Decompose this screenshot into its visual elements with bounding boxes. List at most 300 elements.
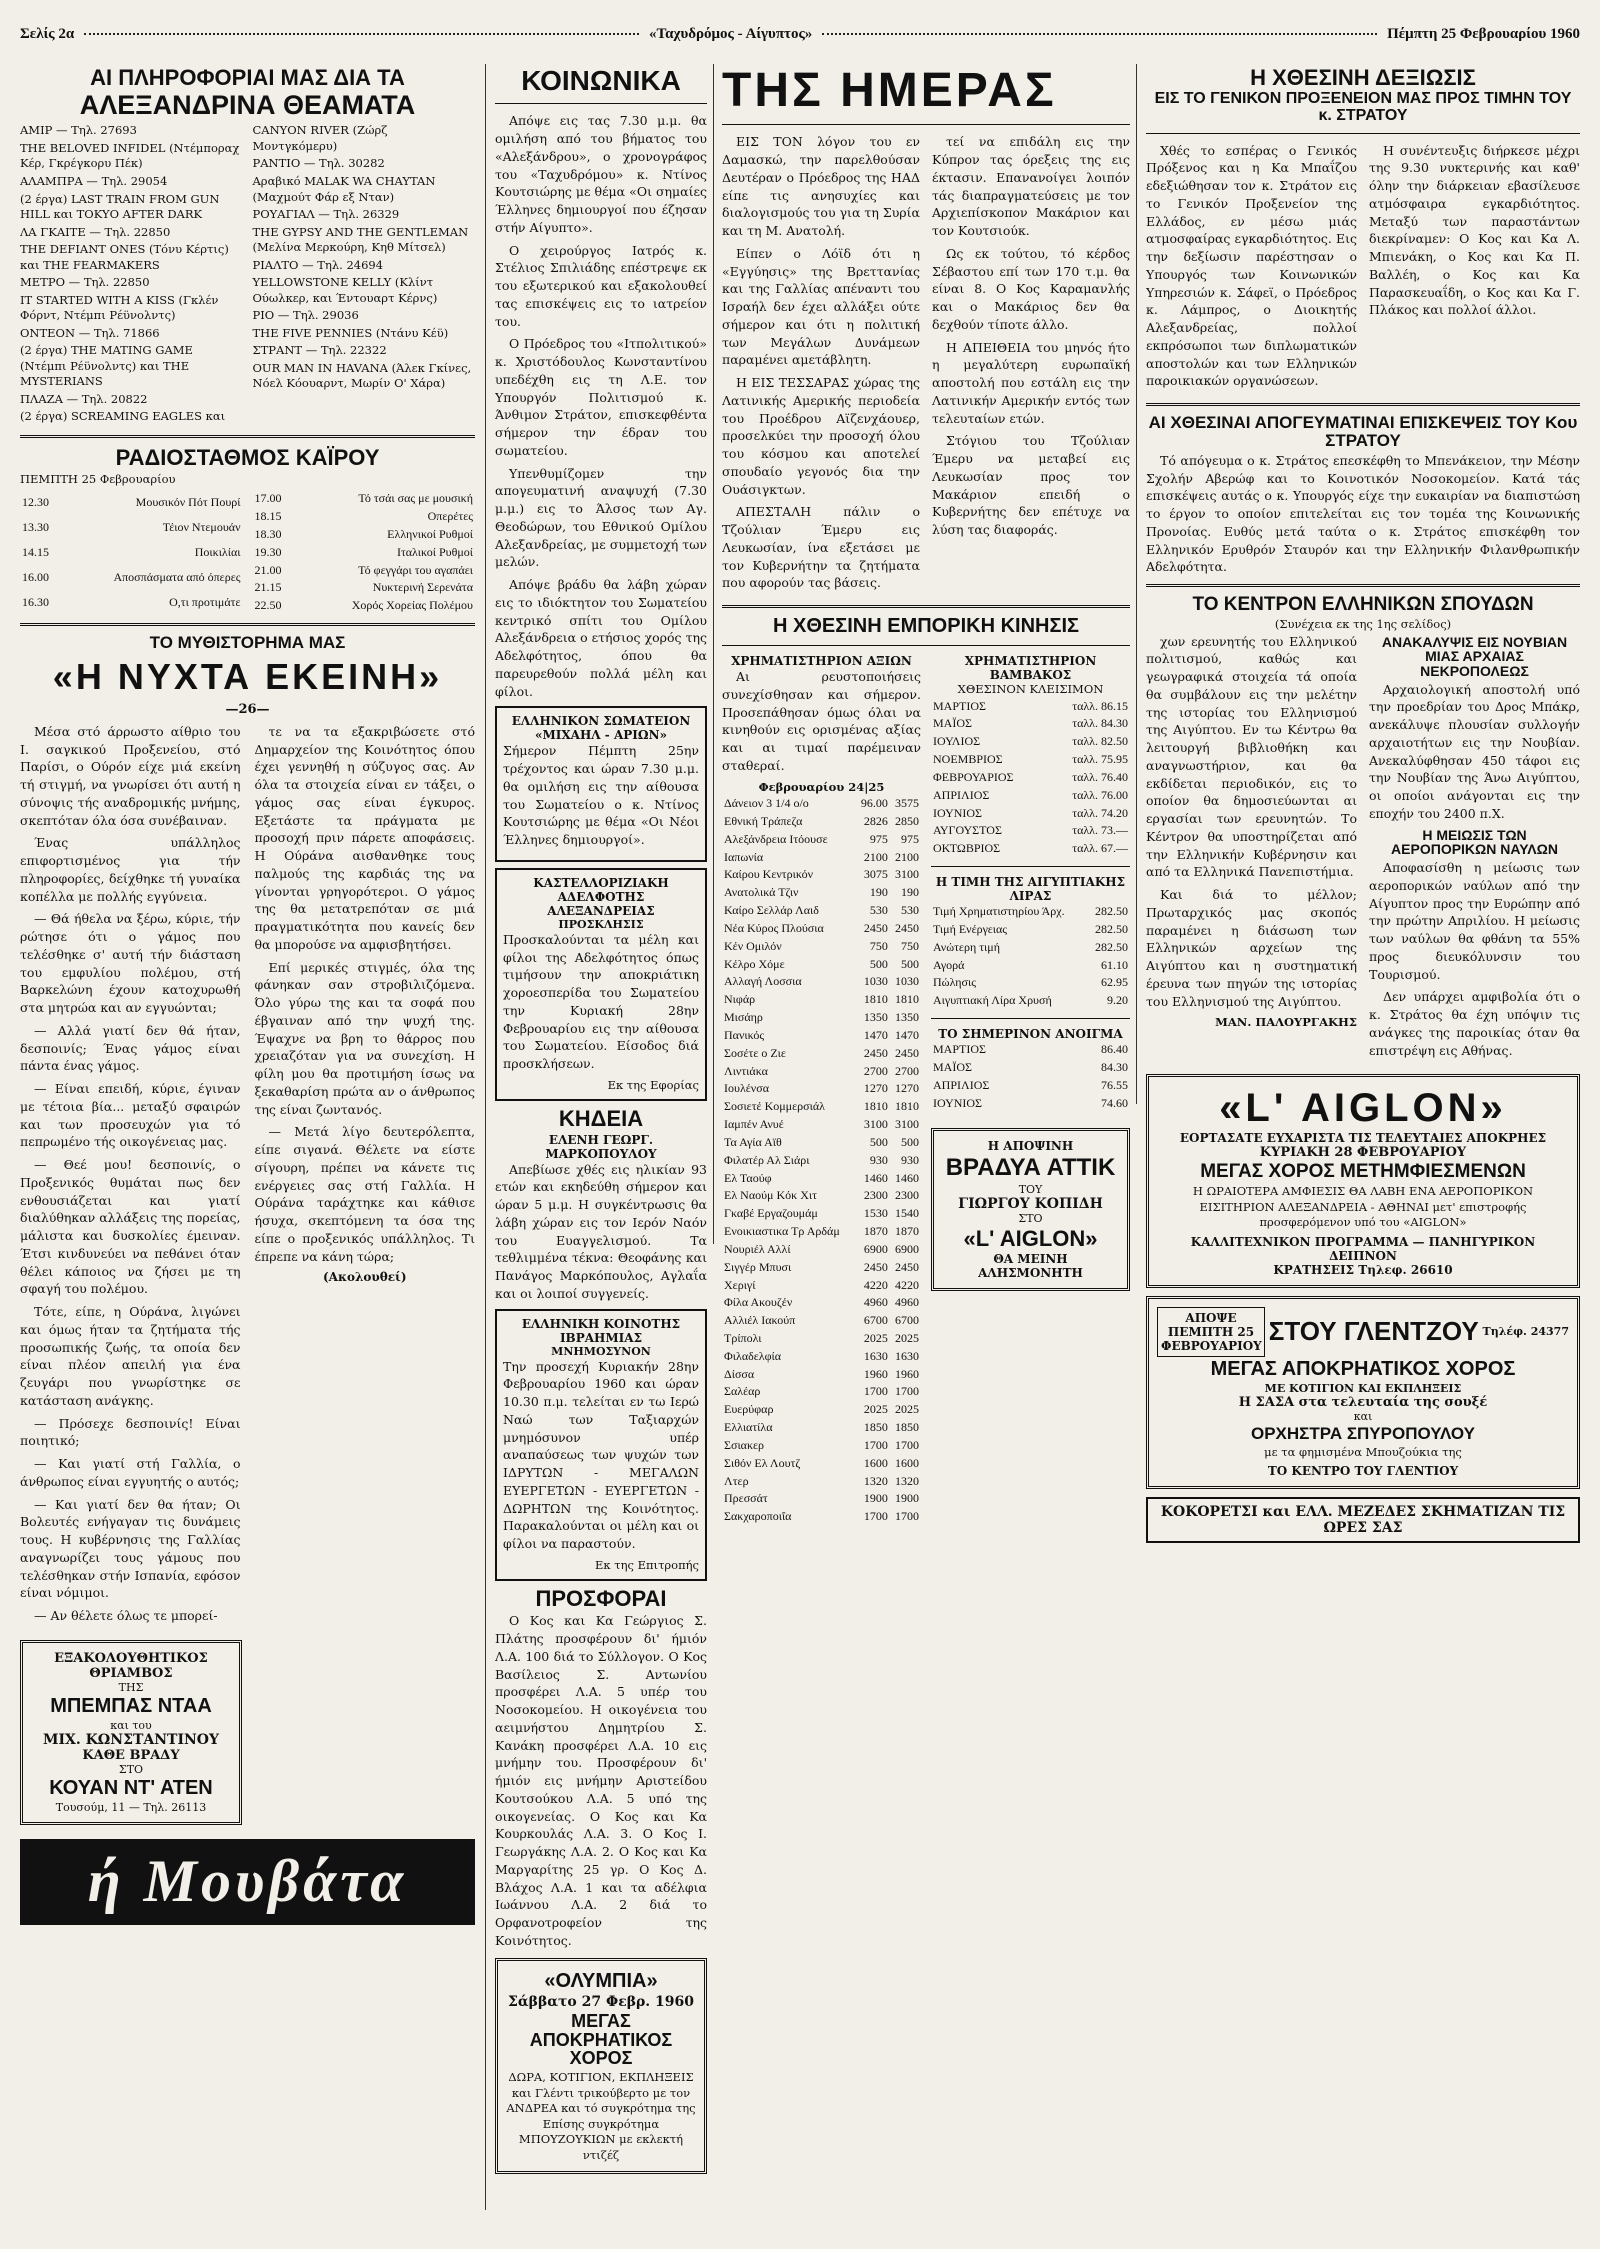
pound-row-cell: 62.95: [1101, 975, 1128, 990]
stock-row: [722, 1259, 921, 1277]
stock-row-cell: 1030: [863, 974, 888, 989]
triumph-line: ΚΑΘΕ ΒΡΑΔΥ: [82, 1747, 180, 1763]
center-text: χων ερευνητής του Ελληνικού πολιτισμού, καθώς και γεωγραφικά στοιχεία τά οποία θα συμβάλουν εις την μελέτην της ιστορίας του Ελληνισμού της Αιγύπτου. Εν τω Κέντρω θα λειτουργή βιβλιοθήκη και αναγνωστήριον, και θα εκδίδεται περιοδικόν, εις το οποίον θα δημοσιεύωνται αι εργασίαι των ερευνητών. Το Κέντρον θα υποστηρίζεται από την Ελληνικήν Κυβέρνησιν και από τα Ελληνικά Πανεπιστήμια.: [1146, 633, 1357, 880]
radio-slot-cell: Ιταλικοί Ρυθμοί: [396, 544, 473, 559]
radio-slot: [20, 490, 243, 515]
stock-row: [722, 1312, 921, 1330]
stock-row-cell: 2300: [863, 1188, 888, 1203]
open-row: [931, 1077, 1130, 1095]
stock-row-cell: Γκαβέ Εργαζουμάμ: [724, 1206, 818, 1221]
stock-row-cell: Ελ Ταούφ: [724, 1170, 772, 1185]
stock-row: [722, 1383, 921, 1401]
funeral-name: ΕΛΕΝΗ ΓΕΩΡΓ. ΜΑΡΚΟΠΟΥΛΟΥ: [545, 1132, 657, 1161]
open-row-cell: 74.60: [1101, 1095, 1128, 1110]
stock-row-cell: Νιφάρ: [724, 992, 756, 1007]
aiglon-logo: «L' AIGLON»: [1219, 1086, 1507, 1131]
novel-paragraph: — Είναι επειδή, κύριε, έγιναν με τέτοια βία... μεταξύ σφαιρών και των προσευχών για τό πεπρωμένο τής οικογένειας μας.: [20, 1081, 241, 1150]
divider: [1146, 133, 1580, 134]
header-divider: [84, 33, 639, 35]
visits-title: ΑΙ ΧΘΕΣΙΝΑΙ ΑΠΟΓΕΥΜΑΤΙΝΑΙ ΕΠΙΣΚΕΨΕΙΣ ΤΟΥ Κου ΣΤΡΑΤΟΥ: [1148, 413, 1578, 451]
glentzou-and: και: [1353, 1409, 1373, 1423]
stock-row: [722, 1009, 921, 1027]
divider: [1146, 403, 1580, 406]
cinema-listing: (2 έργα) SCREAMING EAGLES και: [20, 409, 226, 424]
stock-row-cell: 1810: [895, 1099, 919, 1114]
radio-schedule: [20, 490, 475, 615]
cinema-listing: ΛΑ ΓΚΑΙΤΕ — Τηλ. 22850: [20, 224, 171, 239]
divider: [931, 1018, 1130, 1019]
cotton-row-cell: ταλλ. 67.—: [1072, 841, 1128, 856]
page-header: [20, 20, 1580, 48]
stock-row-cell: Φίλα Ακουζέν: [724, 1295, 793, 1310]
stock-row: [722, 1205, 921, 1223]
stock-row-cell: 750: [869, 938, 888, 953]
glentzou-orchestra: ΟΡΧΗΣΤΡΑ ΣΠΥΡΟΠΟΥΛΟΥ: [1250, 1423, 1475, 1443]
cotton-table: [931, 698, 1130, 858]
attik-line: ΣΤΟ: [1018, 1211, 1043, 1225]
offers-title: ΠΡΟΣΦΟΡΑΙ: [535, 1586, 667, 1612]
cinema-listing: THE DEFIANT ONES (Τόνυ Κέρτις) και THE FEARMAKERS: [20, 242, 229, 272]
triumph-line: ΕΞΑΚΟΛΟΥΘΗΤΙΚΟΣ ΘΡΙΑΜΒΟΣ: [54, 1650, 208, 1681]
olympia-title: «ΟΛΥΜΠΙΑ»: [544, 1969, 658, 1992]
cotton-row-cell: ΜΑΡΤΙΟΣ: [933, 698, 986, 713]
stock-row-cell: 1700: [895, 1437, 919, 1452]
cinema-listing: ΡΑΝΤΙΟ — Τηλ. 30282: [252, 156, 385, 171]
reception-text: Η συνέντευξις διήρκεσε μέχρι της 9.30 νυκτερινής και καθ' όλην την διάρκειαν εβασίλευσε ατμόσφαιρα εγκαρδιότητος. Μεταξύ των παραστάντων διεκρίναμεν: Ο Κος και Κα Λ. Μπιενάκη, ο Κος και Κα Π. Βαλλέη, ο Κος και Κα Παρασκευαΐδη, ο Κος και Κα Γ. Πλάκος και πολλοί άλλοι.: [1369, 142, 1580, 318]
info-title: ΑΙ ΠΛΗΡΟΦΟΡΙΑΙ ΜΑΣ ΔΙΑ ΤΑ: [90, 65, 405, 90]
today-paragraph: Στόγιου του Τζούλιαν Έμερυ να μεταβεί εις Λευκωσίαν προς τον Μακάριον επειδή ο Κυβερνήτης δεν επέτυχε να λύση τας διαφοράς.: [932, 433, 1130, 538]
stock-row-cell: 750: [901, 938, 919, 953]
cotton-row-cell: ΙΟΥΛΙΟΣ: [933, 734, 981, 749]
olympia-date: Σάββατο 27 Φεβρ. 1960: [507, 1993, 695, 2010]
pound-row: [931, 957, 1130, 975]
stock-row-cell: 1810: [863, 1099, 888, 1114]
social-item: Υπενθυμίζομεν την απογευματινή αναψυχή (7.30 μ.μ.) εις το Άλσος των Αγ. Θεοδώρων, του Εθνικού Ομίλου Αλεξανδρείας, με συμμετοχή των μελών.: [495, 465, 707, 570]
center-sign: ΜΑΝ. ΠΑΛΟΥΡΓΑΚΗΣ: [1215, 1015, 1357, 1030]
stock-row-cell: 1460: [863, 1170, 888, 1185]
cinema-listing: THE FIVE PENNIES (Ντάνυ Κέϋ): [252, 325, 449, 340]
radio-slot: [253, 490, 476, 508]
novel-part: —26—: [225, 701, 270, 717]
market-body: [722, 654, 1130, 1526]
radio-slot-cell: 14.15: [22, 544, 49, 559]
stock-row: [722, 1241, 921, 1259]
cotton-row-cell: ταλλ. 84.30: [1072, 716, 1128, 731]
social-item: Ο χειρούργος Ιατρός κ. Στέλιος Σπιλιάδης επέστρεψε εκ του εξωτερικού και εξακολουθεί τας επισκέψεις εις το ιατρείον του.: [495, 242, 707, 329]
reception-title: Η ΧΘΕΣΙΝΗ ΔΕΞΙΩΣΙΣ: [1250, 65, 1476, 90]
stock-row-cell: 1630: [863, 1348, 888, 1363]
radio-slot-cell: 22.50: [254, 598, 282, 613]
stock-row-cell: 2450: [895, 920, 919, 935]
cinema-listing: ΟΝΤΕΟΝ — Τηλ. 71866: [20, 325, 160, 340]
fares-text: Δεν υπάρχει αμφιβολία ότι ο κ. Στράτος θα έχη υπόψιν τις ανάγκες της παροικίας όταν θα επιστρέψη εις Αθήνας.: [1369, 989, 1580, 1058]
newspaper-page: [20, 20, 1580, 2210]
stock-row-cell: 2450: [863, 920, 888, 935]
stocks-title: ΧΡΗΜΑΤΙΣΤΗΡΙΟΝ ΑΞΙΩΝ: [731, 654, 912, 669]
stock-row-cell: 6900: [863, 1241, 888, 1256]
today-paragraph: Είπεν ο Λόϊδ ότι η «Εγγύησις» της Βρεττανίας και της Γαλλίας απέναντι του Ισραήλ δεν έχει αλλάξει ούτε σήμερον και ότι η πολιτική των Μεγάλων Δυνάμεων παραμένει αμετάβλητη.: [722, 245, 920, 368]
divider: [495, 103, 707, 104]
cotton-row: [931, 787, 1130, 805]
triumph-line: ΣΤΟ: [118, 1762, 144, 1776]
column-social: [495, 64, 707, 2210]
stock-row: [722, 973, 921, 991]
stock-row-cell: Σακχαροποιΐα: [724, 1509, 792, 1524]
stock-row-cell: 930: [901, 1152, 919, 1167]
stock-row: [722, 795, 921, 813]
radio-slot-cell: 18.30: [254, 526, 282, 541]
pound-row: [931, 992, 1130, 1010]
stock-row: [722, 956, 921, 974]
olympia-headline: ΜΕΓΑΣ ΑΠΟΚΡΗΑΤΙΚΟΣ ΧΟΡΟΣ: [529, 2010, 673, 2069]
stock-row: [722, 1277, 921, 1295]
social-item: Απόψε βράδυ θα λάβη χώραν εις το ιδιόκτητον του Σωματείου κεντρικό σπίτι του Ομίλου Αλεξάνδρεια ο ετήσιος χορός της Αδελφότητος, όπου θα παρευρεθούν πολλά μέλη και φίλοι.: [495, 577, 707, 699]
stock-row-cell: Ιαπωνία: [724, 849, 764, 864]
stock-row-cell: Ευερύφαρ: [724, 1402, 774, 1417]
stock-row-cell: 1540: [895, 1206, 919, 1221]
stock-row: [722, 1330, 921, 1348]
radio-slot-cell: 18.15: [254, 509, 282, 524]
stock-row-cell: 975: [901, 831, 919, 846]
cinema-listing: ΡΙΟ — Τηλ. 29036: [252, 308, 359, 323]
glentzou-orchestra-sub: με τα φημισμένα Μπουζούκια της: [1264, 1444, 1462, 1459]
radio-slot-cell: 12.30: [22, 494, 49, 509]
stock-row-cell: Φιλατέρ Αλ Σιάρι: [724, 1152, 810, 1167]
novel-paragraph: — Πρόσεχε δεσποινίς! Είναι ποιητικό;: [20, 1415, 241, 1449]
info-title-main: ΑΛΕΞΑΝΔΡΙΝΑ ΘΕΑΜΑΤΑ: [79, 90, 416, 121]
radio-slot: [20, 565, 243, 590]
divider: [722, 124, 1130, 125]
stock-row-cell: Αλλιέλ Ιακούπ: [724, 1313, 796, 1328]
cinema-listing: THE GYPSY AND THE GENTLEMAN (Μελίνα Μερκούρη, Κηθ Μίτσελ): [252, 224, 469, 255]
stock-row-cell: Τρίπολι: [724, 1331, 762, 1345]
novel-title: «Η ΝΥΧΤΑ ΕΚΕΙΝΗ»: [52, 655, 443, 697]
novel-body: [20, 723, 475, 1630]
novel-paragraph: Επί μερικές στιγμές, όλα της φάνηκαν σαν στροβιλιζόμενα. Όλο γύρω της και τα σοφά που έβγαιναν από την ψυχή της. Έψαχνε να βρη το θάρρος που χρειαζόταν για να συνεχίση. Η φίλη μου θα προτιμήση ίσως να ξεκαθαρίση πρώτα αν ο άνθρωπος της είναι ζωντανός.: [254, 959, 475, 1117]
novel-paragraph: — Θεέ μου! δεσποινίς, ο Προξενικός θυμάται πως δεν ενθουσιάζεται και γιατί διαλύθηκαν αλλάξεις της πορείας, μάλιστα και δυσκολίες έμειναν. Έτσι κινδυνεύει να πεθάνει όταν θέλει κάποιος να ζήσει με τη σφαγή του πολέμου.: [20, 1157, 241, 1297]
cinema-list-right: [253, 123, 476, 426]
cotton-row-cell: ταλλ. 76.00: [1072, 787, 1128, 802]
stock-row-cell: Χεριγί: [724, 1277, 756, 1292]
stock-row: [722, 1116, 921, 1134]
memorial-box: [495, 1309, 707, 1582]
reception-text: Χθές το εσπέρας ο Γενικός Πρόξενος και η Κα Μπαΐζου εδεξιώθησαν τον κ. Στράτον εις το Γενικόν Προξενείον της Ελλάδος, εν μέσω μιάς ατμοσφαίρας εγκαρδιότητος. Εις την δεξίωσιν παρέστησαν ο Υπουργός των Κοινωνικών Υπηρεσιών κ. Σάφεϊ, ο Πρόεδρος κ. Λάμπρος, ο Διοικητής Αλεξανδρείας, πολλοί εκπρόσωποι των διπλωματικών αποστολών και των Ελληνικών παροικιακών οργανώσεων.: [1146, 142, 1357, 389]
radio-slot-cell: 19.30: [254, 544, 282, 559]
cinema-listing: ΡΟΥΑΓΙΑΛ — Τηλ. 26329: [252, 207, 400, 222]
stock-row-cell: Τα Αγία Αϊθ: [724, 1134, 782, 1149]
open-table: [931, 1041, 1130, 1112]
header-divider: [822, 33, 1377, 35]
stock-row-cell: 1470: [895, 1027, 919, 1042]
radio-slot: [253, 508, 476, 526]
radio-title: ΡΑΔΙΟΣΤΑΘΜΟΣ ΚΑΪΡΟΥ: [115, 444, 380, 470]
memorial-sub: ΜΝΗΜΟΣΥΝΟΝ: [551, 1344, 651, 1358]
novel-paragraph: — Μετά λίγο δευτερόλεπτα, είπε σιγανά. Θέλετε να είστε σίγουρη, πρέπει να κάνετε τις ενέργειες σας στή Γαλλία. Η Ούράνα ταράχτηκε και κάθισε ήσυχα, σκεπτόμενη τα όσα της είπε ο προξενικός υπάλληλος. Τι έπρεπε να κάνη τώρα;: [254, 1124, 475, 1264]
open-row-cell: ΜΑΡΤΙΟΣ: [933, 1042, 986, 1057]
stock-row-cell: 1900: [895, 1491, 919, 1506]
stock-row-cell: 2450: [863, 1045, 888, 1060]
pound-row-cell: 61.10: [1101, 957, 1128, 972]
stock-row: [722, 1063, 921, 1081]
aiglon-phone: ΚΡΑΤΗΣΕΙΣ Τηλεφ. 26610: [1273, 1262, 1453, 1277]
cotton-row: [931, 805, 1130, 823]
social-item: Απόψε εις τας 7.30 μ.μ. θα ομιλήση από του βήματος του «Αλεξάνδρου», ο χρονογράφος του «Ταχυδρόμου» κ. Ντίνος Κουτσιώρης με θέμα «Οι σημαίες Έλληνες δημιουργοί που έζησαν στήν Αίγυπτο».: [495, 113, 707, 235]
triumph-line: ΤΗΣ: [118, 1680, 144, 1694]
stock-row: [722, 831, 921, 849]
stock-row: [722, 1419, 921, 1437]
aiglon-prize: Η ΩΡΑΙΟΤΕΡΑ ΑΜΦΙΕΣΙΣ ΘΑ ΛΑΒΗ ΕΝΑ ΑΕΡΟΠΟΡΙΚΟΝ ΕΙΣΙΤΗΡΙΟΝ ΑΛΕΞΑΝΔΡΕΙΑ - ΑΘΗΝΑΙ μετ' επιστροφής προσφερόμενον υπό του «AIGLON»: [1192, 1184, 1534, 1230]
stock-row-cell: 1270: [895, 1081, 919, 1096]
stock-row: [722, 866, 921, 884]
open-title: ΤΟ ΣΗΜΕΡΙΝΟΝ ΑΝΟΙΓΜΑ: [938, 1027, 1123, 1042]
stock-row-cell: 2025: [895, 1331, 919, 1345]
stock-row-cell: Μισάηρ: [724, 1010, 763, 1025]
radio-slot-cell: Ποικιλίαι: [194, 544, 241, 559]
cotton-row-cell: ΦΕΒΡΟΥΑΡΙΟΣ: [933, 769, 1014, 784]
aiglon-headline: ΜΕΓΑΣ ΧΟΡΟΣ ΜΕΤΗΜΦΙΕΣΜΕΝΩΝ: [1200, 1161, 1526, 1183]
stock-row-cell: Λτερ: [724, 1473, 749, 1488]
stock-row-cell: 1350: [895, 1010, 919, 1025]
divider: [722, 605, 1130, 608]
stock-row-cell: 1460: [895, 1170, 919, 1185]
radio-slot: [20, 515, 243, 540]
open-row-cell: 84.30: [1101, 1059, 1128, 1074]
attik-line: ΒΡΑΔΥΑ ΑΤΤΙΚ: [945, 1154, 1116, 1182]
cinema-listing: ΣΤΡΑΝΤ — Τηλ. 22322: [252, 343, 387, 358]
columns: [20, 64, 1580, 2210]
stock-row: [722, 1152, 921, 1170]
cotton-sub: ΧΘΕΣΙΝΟΝ ΚΛΕΙΣΙΜΟΝ: [957, 682, 1104, 697]
stock-row-cell: 530: [869, 903, 888, 918]
sisterhood-sub: ΠΡΟΣΚΛΗΣΙΣ: [558, 917, 644, 931]
radio-slot: [253, 544, 476, 562]
glentzou-top: [1157, 1307, 1569, 1357]
cotton-row-cell: ΑΠΡΙΛΙΟΣ: [933, 787, 990, 802]
open-row-cell: ΙΟΥΝΙΟΣ: [933, 1095, 983, 1110]
novel-paragraph: — Αλλά γιατί δεν θά ήταν, δεσποινίς; Ένας γάμος είναι πάντα ένας γάμος.: [20, 1022, 241, 1074]
pound-row-cell: 9.20: [1107, 993, 1128, 1008]
cinema-listing: OUR MAN IN HAVANA (Άλεκ Γκίνες, Νόελ Κόουαρντ, Μωρίν Ο' Χάρα): [252, 360, 472, 391]
center-body: [1146, 633, 1580, 1065]
cinema-listing: Αραβικό MALAK WA CHAYTAN (Μαχμούτ Φάρ εξ Νταν): [252, 173, 436, 204]
stock-row-cell: 2025: [895, 1402, 919, 1417]
pound-row-cell: Τιμή Ενέργειας: [933, 921, 1008, 936]
column-rule: [713, 64, 714, 1244]
cinema-listings: [20, 123, 475, 426]
stock-row: [722, 1223, 921, 1241]
stock-row-cell: Ιαμπέν Ανυέ: [724, 1117, 784, 1132]
triumph-line: Τουσούμ, 11 — Τηλ. 26113: [55, 1800, 207, 1814]
triumph-line: ΚΟΥΑΝ ΝΤ' ΑΤΕΝ: [49, 1776, 213, 1799]
attik-line: ΓΙΩΡΓΟΥ ΚΟΠΙΔΗ: [958, 1195, 1103, 1212]
stock-row-cell: 1810: [895, 992, 919, 1007]
pound-row-cell: 282.50: [1095, 939, 1128, 954]
radio-slot-cell: 17.00: [254, 491, 282, 506]
stock-row-cell: 3075: [863, 867, 888, 882]
radio-slot-cell: Αποσπάσματα από όπερες: [113, 569, 241, 584]
stock-row-cell: 1270: [863, 1081, 888, 1096]
stock-row-cell: 2450: [895, 1045, 919, 1060]
stock-row-cell: 6700: [863, 1313, 888, 1328]
newspaper-name: «Ταχυδρόμος - Αίγυπτος»: [649, 25, 813, 42]
stock-row: [722, 1027, 921, 1045]
stock-row: [722, 1045, 921, 1063]
attik-line: ΤΟΥ: [1018, 1182, 1043, 1196]
pound-row-cell: Ανώτερη τιμή: [933, 939, 1000, 954]
glentzou-date: ΑΠΟΨΕ ΠΕΜΠΤΗ 25 ΦΕΒΡΟΥΑΡΙΟΥ: [1157, 1307, 1265, 1357]
cinema-listing: IT STARTED WITH A KISS (Γκλέν Φόρντ, Ντέμπι Ρέϋνολντς): [20, 292, 219, 323]
stock-row-cell: 500: [901, 956, 919, 971]
pound-row-cell: Πώλησις: [933, 975, 977, 990]
cotton-row-cell: ταλλ. 82.50: [1072, 734, 1128, 749]
cinema-listing: ΑΛΑΜΠΡΑ — Τηλ. 29054: [20, 173, 168, 188]
radio-slot-cell: Τό φεγγάρι του αγαπάει: [358, 562, 473, 577]
today-paragraph: τεί να επιδάλη εις την Κύπρον τας όρεξεις της εις έκτασιν. Επανανοίγει λοιπόν τάς διαπραγματεύσεις με τον Αρχιεπίσκοπον Μακάριον και τον Κουτσιούκ.: [932, 134, 1130, 239]
stock-row-cell: Ανατολικά Τζιν: [724, 885, 799, 900]
sisterhood-title: ΚΑΣΤΕΛΛΟΡΙΖΙΑΚΗ ΑΔΕΛΦΟΤΗΣ ΑΛΕΞΑΝΔΡΕΙΑΣ: [533, 875, 669, 918]
stock-row: [722, 1473, 921, 1491]
fares-text: Αποφασίσθη η μείωσις των αεροπορικών ναύλων από την Αίγυπτον προς την Ευρώπην από την πρώτην Απριλίου. Η μείωσις των ναύλων θα φθάνη τα 55% προς διευκόλυνσιν του Τουρισμού.: [1369, 860, 1580, 982]
radio-slot-cell: 16.30: [22, 594, 49, 609]
stock-row-cell: Δίσσα: [724, 1366, 755, 1381]
novel-paragraph: — Και γιατί δεν θα ήταν; Οι Βολευτές ενήγαγαν τις δυνάμεις τους. Η κυβέρνησις της Γαλλίας αναγνωρίζει τους γάμους που τελέσθηκαν στήν Ισπανία, εφόσον είναι νόμιμοι.: [20, 1496, 241, 1601]
radio-slot-cell: 21.00: [254, 562, 282, 577]
attik-line: Η ΑΠΟΨΙΝΗ: [987, 1139, 1074, 1154]
pound-title: Η ΤΙΜΗ ΤΗΣ ΑΙΓΥΠΤΙΑΚΗΣ ΛΙΡΑΣ: [935, 875, 1126, 904]
pound-row-cell: 282.50: [1095, 921, 1128, 936]
stock-row-cell: Νουριέλ Αλλί: [724, 1241, 791, 1256]
attik-line: «L' AIGLON»: [963, 1225, 1098, 1251]
stock-row: [722, 1170, 921, 1188]
stock-row-cell: 1960: [863, 1366, 888, 1381]
cotton-row-cell: ΙΟΥΝΙΟΣ: [933, 805, 983, 820]
cotton-row: [931, 715, 1130, 733]
cinema-listing: ΡΙΑΛΤΟ — Τηλ. 24694: [252, 257, 384, 272]
stock-row-cell: 1600: [863, 1455, 888, 1470]
stock-row-cell: 1870: [863, 1224, 888, 1239]
novel-paragraph: τε να τα εξακριβώσετε στό Δημαρχείον της Κοινότητος όπου έχει γεννηθή η σύζυγος σας. Αν όλα τα στοιχεία είναι εν τάξει, ο γάμος σας είναι έγκυρος. Εξετάστε τα πράγματα με προσοχή πριν πάρετε αποφάσεις. Η Ούράνα αισθανθηκε τους παλμούς της καρδιάς της να γίνονται γρηγορότεροι. Ο γάμος της θα μετατρεπόταν σε μιά πραγματικότητα που κανείς δεν θα μπορούσε να αμφισβητήσει.: [254, 723, 475, 952]
stock-row-cell: 190: [901, 885, 919, 900]
radio-slot-cell: 21.15: [254, 580, 282, 595]
novel-paragraph: Τότε, είπε, η Ούράνα, λιγώνει και όμως ήταν τα ζητήματα τής προσωπικής ζωής, τα οποία δεν είναι πλέον απειλή για ένα ζευγάρι που γνωρίστηκε σε κατάσταση ανάγκης.: [20, 1304, 241, 1408]
cinema-list-left: [20, 123, 243, 426]
glentzou-singer: Η ΣΑΣΑ στα τελευταία της σουξέ: [1238, 1394, 1488, 1410]
triumph-ad: [20, 1640, 242, 1825]
stock-row-cell: Ενοικιαστικα Τρ Αρδάμ: [724, 1224, 840, 1239]
stock-row-cell: 975: [869, 831, 888, 846]
stock-row-cell: 1850: [863, 1420, 888, 1435]
stock-row-cell: 1470: [863, 1027, 888, 1042]
stock-row-cell: Σιθόν Ελ Λουτζ: [724, 1455, 801, 1470]
glentzou-bottom: ΤΟ ΚΕΝΤΡΟ ΤΟΥ ΓΛΕΝΤΙΟΥ: [1267, 1464, 1459, 1479]
stock-row-cell: 2300: [895, 1188, 919, 1203]
stock-row: [722, 920, 921, 938]
reception-body: [1146, 142, 1580, 396]
radio-slot-cell: Τέιον Ντεμουάν: [162, 519, 241, 534]
glentzou-phone: Τηλέφ. 24377: [1482, 1325, 1569, 1339]
discovery-text: Αρχαιολογική αποστολή υπό την προεδρίαν του Δρος Μπάκρ, ανεκάλυψε πλουσίαν συλλογήν αρχαιοτήτων εις την Νουβίαν. Ανεκαλύφθησαν 450 τάφοι εις την Νουβίαν της Άνω Αιγύπτου, οι οποίοι ανάγονται εις την εποχήν του 2400 π.Χ.: [1369, 681, 1580, 821]
center-sub: (Συνέχεια εκ της 1ης σελίδος): [1274, 617, 1452, 632]
stock-row-cell: 930: [869, 1152, 888, 1167]
stock-row-cell: 3575: [895, 796, 919, 811]
stock-row-cell: 2850: [895, 813, 919, 828]
open-row: [931, 1041, 1130, 1059]
radio-slot-cell: 16.00: [22, 569, 49, 584]
stock-row-cell: 1700: [863, 1384, 888, 1399]
stock-row-cell: Καίρο Σελλάρ Λαιδ: [724, 903, 819, 918]
fares-title: Η ΜΕΙΩΣΙΣ ΤΩΝ ΑΕΡΟΠΟΡΙΚΩΝ ΝΑΥΛΩΝ: [1391, 826, 1558, 858]
stock-row-cell: Σσιακερ: [724, 1437, 765, 1452]
stock-row-cell: Κέλρο Χόμε: [724, 956, 785, 971]
cotton-row: [931, 769, 1130, 787]
stock-row-cell: 2450: [895, 1259, 919, 1274]
open-row-cell: ΑΠΡΙΛΙΟΣ: [933, 1077, 990, 1092]
stock-row-cell: 2100: [863, 849, 888, 864]
radio-slot: [253, 579, 476, 597]
reception-sub: ΕΙΣ ΤΟ ΓΕΝΙΚΟΝ ΠΡΟΞΕΝΕΙΟΝ ΜΑΣ ΠΡΟΣ ΤΙΜΗΝ ΤΟΥ κ. ΣΤΡΑΤΟΥ: [1154, 90, 1572, 124]
olympia-ad: [495, 1958, 707, 2175]
cotton-row-cell: ταλλ. 73.—: [1072, 823, 1128, 838]
stock-row-cell: 1810: [863, 992, 888, 1007]
sisterhood-box: [495, 868, 707, 1102]
glentzou-name: ΣΤΟΥ ΓΛΕΝΤΖΟΥ: [1268, 1316, 1479, 1347]
radio-slot: [253, 597, 476, 615]
attik-ad: [931, 1128, 1130, 1290]
stock-row-cell: 190: [869, 885, 888, 900]
stock-row-cell: Δάνειον 3 1/4 ο/ο: [724, 796, 809, 811]
stock-row-cell: 6700: [895, 1313, 919, 1328]
funeral-title: ΚΗΔΕΙΑ: [558, 1106, 644, 1132]
social-item: Ο Πρόεδρος του «Ιτπολιτικού» κ. Χριστόδουλος Κωνσταντίνου υπεδέχθη εις τη Λ.Ε. τον Υπουργόν Πολιτισμού κ. Άνθιμον Στράτον, επισκεφθέντα σήμερον την έδραν του σωματείου.: [495, 336, 707, 458]
cinema-listing: YELLOWSTONE KELLY (Κλίντ Ούωλκερ, και Έντουαρτ Κέρνς): [252, 275, 438, 305]
visits-text: Τό απόγευμα ο κ. Στράτος επεσκέφθη το Μπενάκειον, την Μέσην Σχολήν Αβερώφ και το Κοινοτικόν Νοσοκομείον. Κατά τάς επισκέψεις αυτάς ο κ. Υπουργός είχε την ευκαιρίαν να διαπιστώση το έργον το οποίον επιτελείται εις τον τομέα της Κοινωνικής Προνοίας. Ευθύς μετά ταύτα ο κ. Στράτος επισκέφθη τον Ελληνικόν Ερυθρόν Σταυρόν και την Ελληνικήν Φιλανθρωπικήν Αδελφότητα.: [1146, 452, 1580, 575]
divider: [1146, 584, 1580, 587]
novel-paragraph: — Και γιατί στή Γαλλία, ο άνθρωπος είναι εγγυητής ο αυτός;: [20, 1456, 241, 1489]
radio-slot-cell: Τό τσάι σας με μουσική: [358, 491, 473, 506]
radio-slot-cell: Ο,τι προτιμάτε: [169, 594, 241, 609]
stock-row-cell: 500: [869, 956, 888, 971]
stock-row: [722, 884, 921, 902]
stock-row-cell: 2025: [863, 1331, 888, 1345]
stock-row-cell: 1600: [895, 1455, 919, 1470]
cinema-listing: THE BELOVED INFIDEL (Ντέμποραχ Κέρ, Γκρέγκορυ Πέκ): [20, 140, 240, 171]
club-title: ΕΛΛΗΝΙΚΟΝ ΣΩΜΑΤΕΙΟΝ «ΜΙΧΑΗΛ - ΑΡΙΩΝ»: [511, 714, 691, 743]
stock-row-cell: Αλεξάνδρεια Ιτόουσε: [724, 831, 828, 846]
stock-row: [722, 1366, 921, 1384]
stock-row-cell: 4960: [863, 1295, 888, 1310]
stock-row: [722, 1294, 921, 1312]
triumph-line: και του: [110, 1718, 152, 1732]
cinema-listing: (2 έργα) THE MATING GAME (Ντέμπι Ρέϋνολντς) και THE MYSTERIANS: [20, 343, 193, 389]
novel-kicker: ΤΟ ΜΥΘΙΣΤΟΡΗΜΑ ΜΑΣ: [149, 633, 346, 653]
aiglon-sub: ΕΟΡΤΑΣΑΤΕ ΕΥΧΑΡΙΣΤΑ ΤΙΣ ΤΕΛΕΥΤΑΙΕΣ ΑΠΟΚΡΗΕΣ: [1179, 1131, 1547, 1146]
page-number: Σελίς 2α: [20, 25, 75, 42]
column-rule: [1136, 64, 1137, 1104]
pound-table: [931, 903, 1130, 1010]
stock-row: [722, 991, 921, 1009]
stock-row-cell: Λιντιάκα: [724, 1063, 768, 1078]
stock-row-cell: Πανικός: [724, 1027, 765, 1042]
glentzou-headline: ΜΕΓΑΣ ΑΠΟΚΡΗΑΤΙΚΟΣ ΧΟΡΟΣ: [1210, 1357, 1516, 1380]
cinema-listing: ΑΜΙΡ — Τηλ. 27693: [20, 123, 137, 138]
today-paragraph: Ως εκ τούτου, τό κέρδος Σέβαστου επί των 170 τ.μ. θα είναι 8. Ο Κος Καραμανλής και ο Μακάριος δεν θα δεχθούν τίποτε άλλο.: [932, 245, 1130, 332]
stock-row: [722, 813, 921, 831]
muvata-ad: [20, 1839, 475, 1925]
stock-row-cell: 4220: [863, 1277, 888, 1292]
pound-row-cell: Αγορά: [933, 957, 965, 972]
stock-row-cell: 1700: [895, 1509, 919, 1524]
open-row: [931, 1095, 1130, 1113]
